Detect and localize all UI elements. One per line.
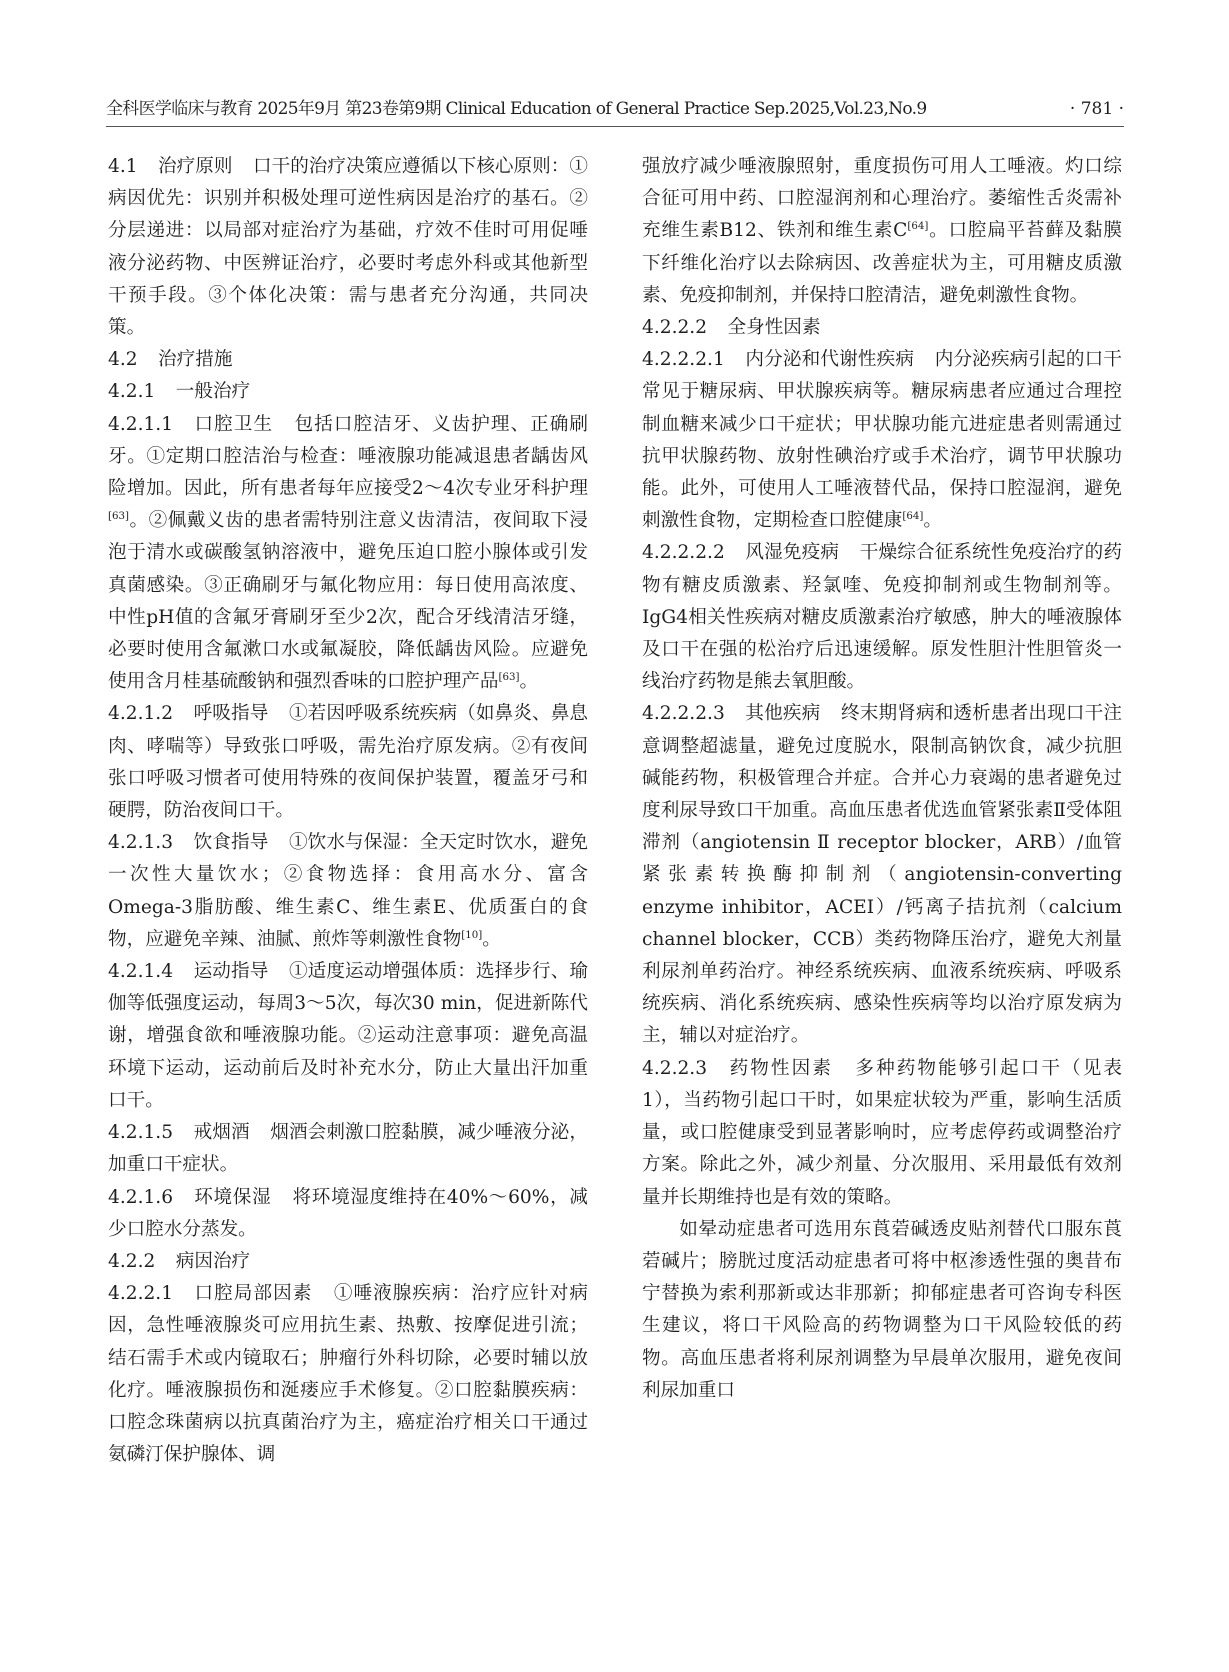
paragraph-text: 。 <box>482 928 501 950</box>
section-title: 内分泌和代谢性疾病 <box>745 349 915 371</box>
section-paragraph <box>108 956 588 1117</box>
section-number: 4.2.1.1 <box>108 413 174 435</box>
paragraph-text: 口干的治疗决策应遵循以下核心原则：①病因优先：识别并积极处理可逆性病因是治疗的基石。②分层递进：以局部对症治疗为基础，疗效不佳时可用促唾液分泌药物、中医辨证治疗，必要时考虑外科或其他新型干预手段。③个体化决策：需与患者充分沟通，共同决策。 <box>108 156 588 339</box>
paragraph-text: 强放疗减少唾液腺照射，重度损伤可用人工唾液。灼口综合征可用中药、口腔湿润剂和心理治疗。萎缩性舌炎需补充维生素B12、铁剂和维生素C <box>642 156 1122 242</box>
section-paragraph <box>108 1182 588 1246</box>
section-title: 运动指导 <box>193 961 269 983</box>
section-paragraph <box>108 698 588 827</box>
section-paragraph <box>108 376 588 408</box>
section-number: 4.2.2 <box>108 1250 156 1272</box>
paragraph-text: 包括口腔洁牙、义齿护理、正确刷牙。①定期口腔洁治与检查：唾液腺功能减退患者龋齿风险增加。因此，所有患者每年应接受2～4次专业牙科护理 <box>108 413 588 500</box>
paragraph-text: 终末期肾病和透析患者出现口干注意调整超滤量，避免过度脱水，限制高钠饮食，减少抗胆碱能药物，积极管理合并症。合并心力衰竭的患者避免过度利尿导致口干加重。高血压患者优选血管紧张素Ⅱ受体阻滞剂（angiotensin Ⅱ receptor blocker，ARB）/血管紧张素转换酶抑制剂（angiotensin-converting enzyme inhibitor，ACEI）/钙离子拮抗剂（calcium channel blocker，CCB）类药物降压治疗，避免大剂量利尿剂单药治疗。神经系统疾病、血液系统疾病、呼吸系统疾病、消化系统疾病、感染性疾病等均以治疗原发病为主，辅以对症治疗。 <box>642 703 1122 1047</box>
paragraph-text: 如晕动症患者可选用东莨菪碱透皮贴剂替代口服东莨菪碱片；膀胱过度活动症患者可将中枢渗透性强的奥昔布宁替换为索利那新或达非那新；抑郁症患者可咨询专科医生建议，将口干风险高的药物调整为口干风险较低的药物。高血压患者将利尿剂调整为早晨单次服用，避免夜间利尿加重口 <box>642 1218 1122 1401</box>
section-paragraph <box>108 1278 588 1471</box>
section-title: 戒烟酒 <box>193 1122 250 1144</box>
section-number: 4.2.1.2 <box>108 703 174 725</box>
citation: [10] <box>461 929 483 941</box>
section-number: 4.2.2.1 <box>108 1283 174 1305</box>
section-number: 4.2.2.2 <box>642 317 708 339</box>
running-header <box>106 96 1124 122</box>
citation: [64] <box>902 511 924 523</box>
section-paragraph <box>642 312 1122 344</box>
section-paragraph <box>642 537 1122 698</box>
section-paragraph <box>108 827 588 956</box>
section-title: 治疗措施 <box>158 349 233 371</box>
paragraph-text: 多种药物能够引起口干（见表1），当药物引起口干时，如果症状较为严重，影响生活质量，或口腔健康受到显著影响时，应考虑停药或调整治疗方案。除此之外，减少剂量、分次服用、采用最低有效剂量并长期维持也是有效的策略。 <box>642 1057 1122 1208</box>
paragraph-text: 将环境湿度维持在40%～60%，减少口腔水分蒸发。 <box>108 1186 588 1240</box>
citation: [64] <box>907 221 929 233</box>
paragraph-text: ①饮水与保湿：全天定时饮水，避免一次性大量饮水；②食物选择：食用高水分、富含Omega-3脂肪酸、维生素C、维生素E、优质蛋白的食物，应避免辛辣、油腻、煎炸等刺激性食物 <box>108 832 588 950</box>
paragraph-text: 。 <box>519 671 539 693</box>
section-number: 4.2.2.2.3 <box>642 703 725 725</box>
citation: [63] <box>108 511 129 523</box>
section-title: 药物性因素 <box>727 1057 833 1079</box>
paragraph-text: ①适度运动增强体质：选择步行、瑜伽等低强度运动，每周3～5次，每次30 min，促进新陈代谢，增强食欲和唾液腺功能。②运动注意事项：避免高温环境下运动，运动前后及时补充水分，防止大量出汗加重口干。 <box>108 961 588 1111</box>
section-title: 一般治疗 <box>175 381 251 403</box>
section-title: 呼吸指导 <box>193 703 269 725</box>
section-title: 病因治疗 <box>175 1250 251 1272</box>
section-number: 4.2.1.5 <box>108 1122 174 1144</box>
paragraph-text: 。②佩戴义齿的患者需特别注意义齿清洁，夜间取下浸泡于清水或碳酸氢钠溶液中，避免压迫口腔小腺体或引发真菌感染。③正确刷牙与氟化物应用：每日使用高浓度、中性pH值的含氟牙膏刷牙至少2次，配合牙线清洁牙缝，必要时使用含氟漱口水或氟凝胶，降低龋齿风险。应避免使用含月桂基硫酸钠和强烈香味的口腔护理产品 <box>108 510 588 693</box>
section-number: 4.2.1 <box>108 381 156 403</box>
section-number: 4.2.1.3 <box>108 832 174 854</box>
section-paragraph <box>108 409 588 699</box>
right-column <box>642 151 1122 1407</box>
section-number: 4.2.2.2.2 <box>642 542 725 564</box>
paragraph-text: 烟酒会刺激口腔黏膜，减少唾液分泌，加重口干症状。 <box>108 1122 588 1176</box>
paragraph-text: ①唾液腺疾病：治疗应针对病因，急性唾液腺炎可应用抗生素、热敷、按摩促进引流；结石需手术或内镜取石；肿瘤行外科切除，必要时辅以放化疗。唾液腺损伤和涎瘘应手术修复。②口腔黏膜疾病：口腔念珠菌病以抗真菌治疗为主，癌症治疗相关口干通过氨磷汀保护腺体、调 <box>108 1283 588 1466</box>
section-paragraph <box>108 344 588 376</box>
body-paragraph <box>642 1214 1122 1407</box>
section-paragraph <box>108 1117 588 1181</box>
body-paragraph <box>642 151 1122 312</box>
section-paragraph <box>108 1246 588 1278</box>
paragraph-text: 内分泌疾病引起的口干常见于糖尿病、甲状腺疾病等。糖尿病患者应通过合理控制血糖来减少口干症状；甲状腺功能亢进症患者则需通过抗甲状腺药物、放射性碘治疗或手术治疗，调节甲状腺功能。此外，可使用人工唾液替代品，保持口腔湿润，避免刺激性食物，定期检查口腔健康 <box>642 349 1122 532</box>
header-rule <box>106 126 1124 127</box>
section-number: 4.2.2.2.1 <box>642 349 725 371</box>
section-paragraph <box>642 1053 1122 1214</box>
paragraph-text: ①若因呼吸系统疾病（如鼻炎、鼻息肉、哮喘等）导致张口呼吸，需先治疗原发病。②有夜间张口呼吸习惯者可使用特殊的夜间保护装置，覆盖牙弓和硬腭，防治夜间口干。 <box>108 703 588 822</box>
page-number: · 781 · <box>1069 99 1124 119</box>
section-title: 治疗原则 <box>158 156 233 177</box>
section-title: 口腔卫生 <box>193 413 274 435</box>
section-title: 口腔局部因素 <box>193 1283 313 1305</box>
section-title: 风湿免疫病 <box>745 542 840 564</box>
left-column <box>108 151 588 1471</box>
section-number: 4.2 <box>108 349 138 371</box>
section-title: 饮食指导 <box>193 832 269 854</box>
section-number: 4.1 <box>108 156 138 177</box>
section-title: 其他疾病 <box>745 703 821 725</box>
section-title: 环境保湿 <box>193 1186 272 1208</box>
section-number: 4.2.1.4 <box>108 961 174 983</box>
section-title: 全身性因素 <box>727 317 821 339</box>
section-paragraph <box>108 151 588 344</box>
section-paragraph <box>642 344 1122 537</box>
paragraph-text: 。 <box>923 510 942 532</box>
paragraph-text: 。口腔扁平苔藓及黏膜下纤维化治疗以去除病因、改善症状为主，可用糖皮质激素、免疫抑制剂，并保持口腔清洁，避免刺激性食物。 <box>642 220 1122 306</box>
section-number: 4.2.1.6 <box>108 1186 174 1208</box>
section-paragraph <box>642 698 1122 1052</box>
citation: [63] <box>498 672 520 684</box>
section-number: 4.2.2.3 <box>642 1057 708 1079</box>
journal-info: 全科医学临床与教育 2025年9月 第23卷第9期 Clinical Education of General Practice Sep.2025,Vol.23,No.9 <box>106 99 927 119</box>
paragraph-text: 干燥综合征系统性免疫治疗的药物有糖皮质激素、羟氯喹、免疫抑制剂或生物制剂等。IgG4相关性疾病对糖皮质激素治疗敏感，肿大的唾液腺体及口干在强的松治疗后迅速缓解。原发性胆汁性胆管炎一线治疗药物是熊去氧胆酸。 <box>642 542 1122 693</box>
